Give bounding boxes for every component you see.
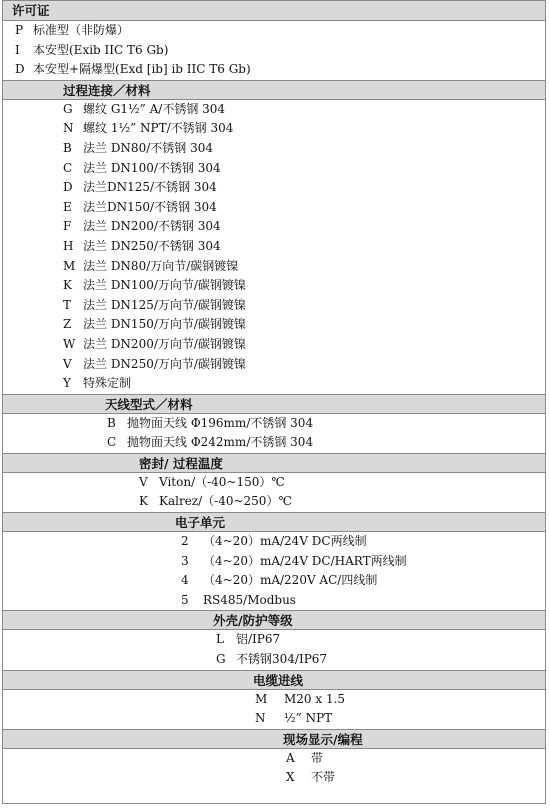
option-description: 法兰 DN200/万向节/碳钢镀镍 — [83, 336, 246, 351]
option-code: K — [63, 278, 72, 293]
section-header: 许可证 — [3, 1, 545, 21]
section-header: 密封/ 过程温度 — [3, 453, 545, 473]
option-description: 标准型（非防爆） — [33, 23, 130, 37]
option-code: N — [63, 121, 74, 136]
option-description: Viton/（-40~150）℃ — [159, 474, 285, 489]
option-code: C — [63, 160, 73, 175]
option-row — [3, 21, 545, 41]
option-code: 2 — [181, 534, 189, 549]
option-description: 特殊定制 — [83, 376, 132, 391]
option-description: 法兰 DN80/不锈钢 304 — [83, 140, 213, 155]
section-header: 过程连接／材料 — [3, 80, 545, 100]
option-row — [3, 355, 545, 375]
option-row — [3, 532, 545, 552]
option-code: 4 — [181, 573, 189, 588]
option-row — [3, 473, 545, 493]
option-code: E — [63, 199, 72, 214]
option-description: 法兰 DN100/万向节/碳钢镀镍 — [83, 278, 246, 293]
option-row — [3, 41, 545, 61]
option-description: 本安型(Exib IIC T6 Gb) — [33, 42, 169, 57]
option-description: 法兰 DN250/不锈钢 304 — [83, 238, 221, 253]
section — [3, 1, 545, 80]
option-row — [3, 198, 545, 218]
option-row — [3, 296, 545, 316]
option-description: 法兰 DN100/不锈钢 304 — [83, 160, 221, 175]
option-description: 法兰DN150/不锈钢 304 — [83, 199, 217, 214]
section — [3, 610, 545, 669]
option-description: 铝/IP67 — [236, 632, 281, 647]
option-code: G — [63, 101, 73, 116]
option-description: 法兰 DN250/万向节/碳钢镀镍 — [83, 356, 246, 371]
option-description: 螺纹 1½” NPT/不锈钢 304 — [83, 121, 234, 136]
option-row — [3, 591, 545, 611]
section-header: 外壳/防护等级 — [3, 610, 545, 630]
option-description: 不带 — [311, 770, 336, 785]
option-code: L — [216, 632, 224, 647]
option-description: 法兰DN125/不锈钢 304 — [83, 180, 217, 195]
option-code: I — [15, 42, 20, 57]
option-description: 抛物面天线 Φ196mm/不锈钢 304 — [127, 415, 314, 430]
option-row — [3, 178, 545, 198]
option-code: H — [63, 238, 74, 253]
option-code: Y — [63, 376, 71, 391]
option-description: ½” NPT — [284, 711, 333, 726]
option-row — [3, 315, 545, 335]
option-code: V — [139, 474, 148, 489]
option-code: W — [63, 336, 76, 351]
option-code: K — [139, 494, 148, 509]
option-code: M — [63, 258, 76, 273]
option-code: 5 — [181, 592, 189, 607]
option-row — [3, 60, 545, 80]
option-row — [3, 768, 545, 788]
option-code: B — [107, 415, 116, 430]
option-description: 本安型+隔爆型(Exd [ib] ib IIC T6 Gb) — [33, 62, 251, 77]
section-header: 电缆进线 — [3, 670, 545, 690]
option-row — [3, 571, 545, 591]
option-code: D — [63, 180, 73, 195]
option-row — [3, 257, 545, 277]
option-row — [3, 217, 545, 237]
section — [3, 670, 545, 729]
option-code: X — [286, 770, 295, 785]
option-description: Kalrez/（-40~250）℃ — [159, 494, 292, 509]
option-row — [3, 492, 545, 512]
option-code: F — [63, 219, 72, 234]
option-row — [3, 276, 545, 296]
option-description: RS485/Modbus — [203, 592, 296, 607]
option-description: 法兰 DN200/不锈钢 304 — [83, 219, 221, 234]
option-row — [3, 100, 545, 120]
option-description: 带 — [311, 750, 324, 765]
option-row — [3, 139, 545, 159]
option-description: 抛物面天线 Φ242mm/不锈钢 304 — [127, 435, 314, 450]
option-code: A — [286, 750, 295, 765]
option-row — [3, 749, 545, 769]
option-row — [3, 650, 545, 670]
option-code: G — [216, 652, 226, 667]
option-row — [3, 119, 545, 139]
option-row — [3, 690, 545, 710]
option-code: P — [15, 23, 24, 37]
option-row — [3, 433, 545, 453]
option-description: （4~20）mA/24V DC两线制 — [203, 534, 367, 549]
option-description: 法兰 DN150/万向节/碳钢镀镍 — [83, 317, 246, 332]
option-code: C — [107, 435, 117, 450]
option-code: T — [63, 297, 72, 312]
option-description: （4~20）mA/220V AC/四线制 — [203, 573, 378, 588]
section-header: 电子单元 — [3, 512, 545, 532]
section — [3, 453, 545, 512]
option-code: B — [63, 140, 72, 155]
option-row — [3, 335, 545, 355]
option-code: M — [255, 691, 268, 706]
section-header: 现场显示/编程 — [3, 729, 545, 749]
option-row — [3, 159, 545, 179]
section — [3, 729, 545, 788]
option-description: （4~20）mA/24V DC/HART两线制 — [203, 553, 407, 568]
option-description: 螺纹 G1½” A/不锈钢 304 — [83, 101, 226, 116]
option-row — [3, 374, 545, 394]
option-code: D — [15, 62, 25, 77]
option-code: V — [63, 356, 72, 371]
option-description: 法兰 DN125/万向节/碳钢镀镍 — [83, 297, 246, 312]
option-description: 法兰 DN80/万向节/碳钢镀镍 — [83, 258, 239, 273]
ordering-code-table — [2, 0, 546, 804]
option-row — [3, 414, 545, 434]
option-row — [3, 630, 545, 650]
option-code: N — [255, 711, 266, 726]
section — [3, 80, 545, 394]
option-description: M20 x 1.5 — [284, 691, 346, 706]
section — [3, 512, 545, 610]
option-code: 3 — [181, 553, 189, 568]
option-row — [3, 237, 545, 257]
option-row — [3, 709, 545, 729]
option-row — [3, 552, 545, 572]
section-header: 天线型式／材料 — [3, 394, 545, 414]
option-code: Z — [63, 317, 72, 332]
option-description: 不锈钢304/IP67 — [236, 652, 328, 667]
section — [3, 394, 545, 453]
